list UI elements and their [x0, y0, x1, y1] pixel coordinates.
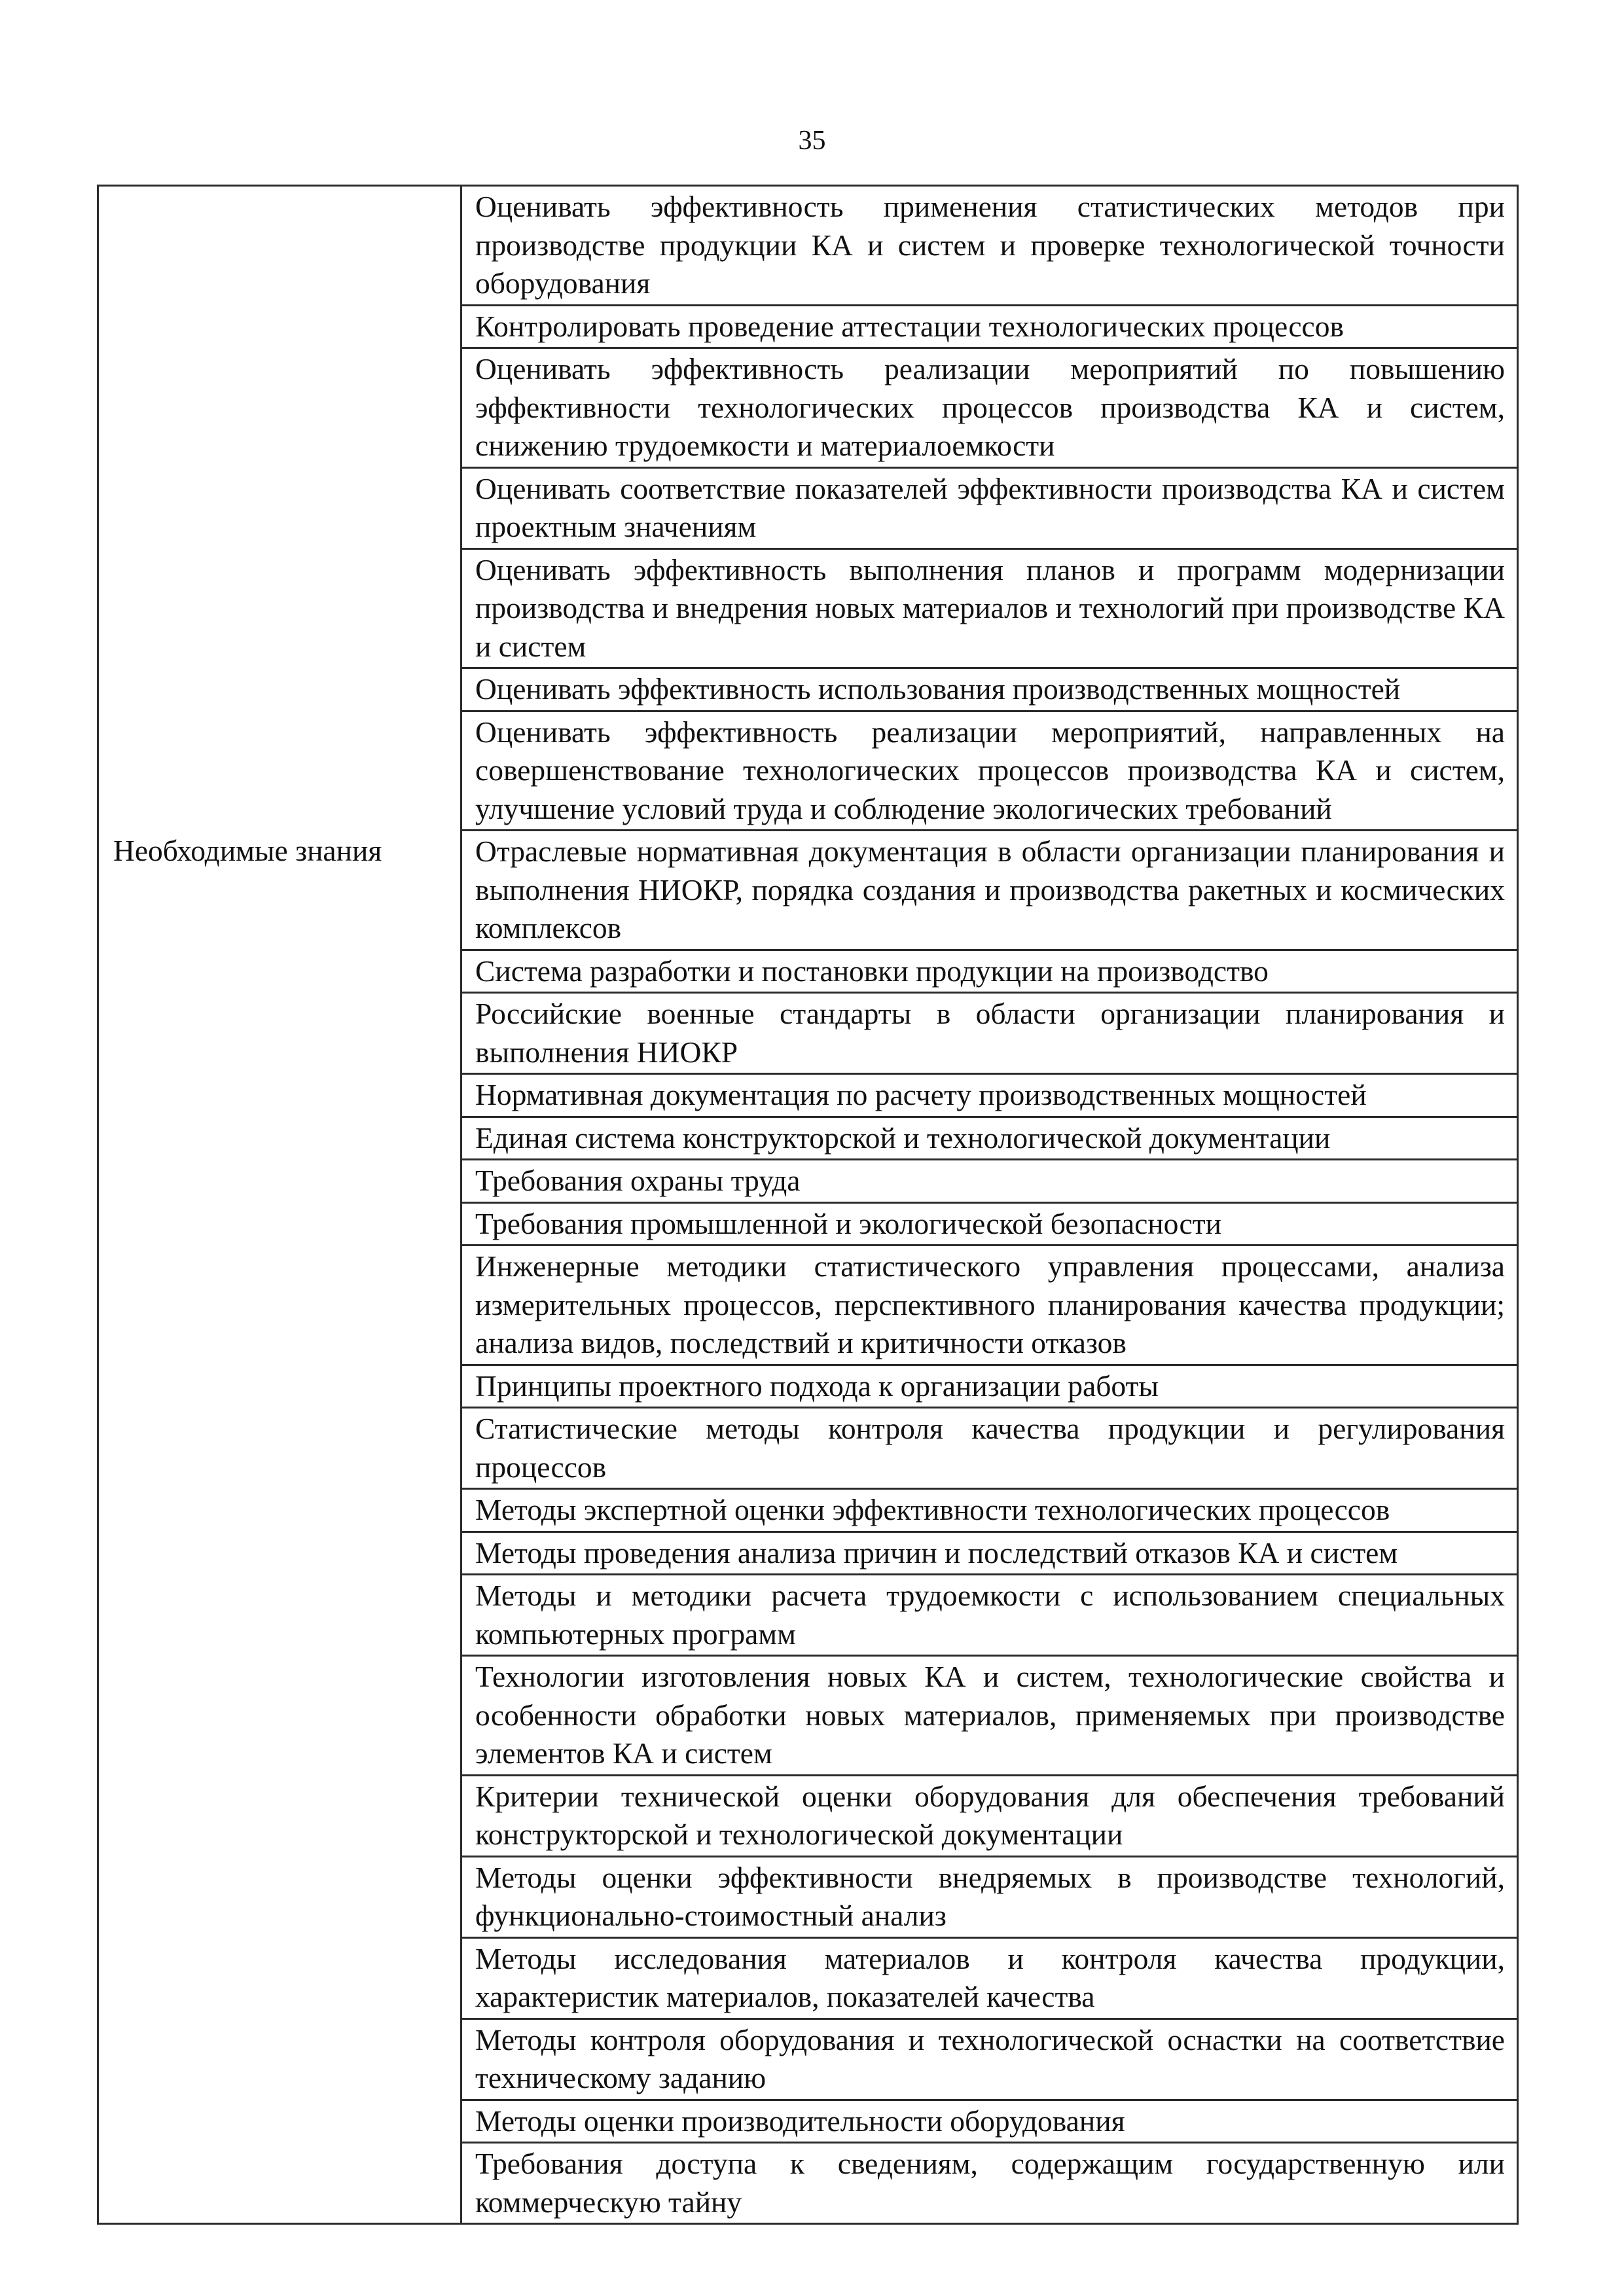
section-label — [98, 305, 461, 348]
table-row — [98, 993, 1518, 1074]
table-row — [98, 1575, 1518, 1656]
table-row — [98, 348, 1518, 468]
requirement-item: Требования промышленной и экологической безопасности — [461, 1202, 1518, 1246]
section-label — [98, 1117, 461, 1160]
table-row — [98, 831, 1518, 950]
requirement-item: Оценивать эффективность выполнения планов и программ модернизации производства и внедрения новых материалов и технологий при производстве КА и систем — [461, 548, 1518, 668]
section-label — [98, 1656, 461, 1776]
section-label — [98, 1365, 461, 1408]
section-label — [98, 1532, 461, 1575]
table-row — [98, 1117, 1518, 1160]
requirement-item: Оценивать эффективность реализации мероприятий, направленных на совершенствование технологических процессов производства КА и систем, улучшение условий труда и соблюдение экологических требований — [461, 711, 1518, 831]
table-row — [98, 1246, 1518, 1365]
table-row — [98, 668, 1518, 711]
table-row — [98, 2100, 1518, 2143]
requirements-table-body — [98, 186, 1518, 2224]
table-row — [98, 1489, 1518, 1532]
table-row — [98, 548, 1518, 668]
requirement-item: Оценивать соответствие показателей эффективности производства КА и систем проектным значениям — [461, 467, 1518, 548]
table-row — [98, 1408, 1518, 1489]
table-row — [98, 2143, 1518, 2224]
requirement-item: Контролировать проведение аттестации технологических процессов — [461, 305, 1518, 348]
section-label — [98, 1408, 461, 1489]
section-label — [98, 467, 461, 548]
section-label — [98, 1489, 461, 1532]
table-row — [98, 467, 1518, 548]
requirement-item: Принципы проектного подхода к организации работы — [461, 1365, 1518, 1408]
section-label — [98, 1937, 461, 2018]
section-label — [98, 1775, 461, 1856]
requirement-item: Методы экспертной оценки эффективности технологических процессов — [461, 1489, 1518, 1532]
requirement-item: Методы оценки производительности оборудования — [461, 2100, 1518, 2143]
table-row — [98, 1160, 1518, 1203]
section-label — [98, 1202, 461, 1246]
requirement-item: Методы и методики расчета трудоемкости с использованием специальных компьютерных программ — [461, 1575, 1518, 1656]
requirement-item: Методы контроля оборудования и технологической оснастки на соответствие техническому заданию — [461, 2018, 1518, 2100]
section-label — [98, 1856, 461, 1937]
table-row — [98, 186, 1518, 306]
table-row — [98, 1656, 1518, 1776]
requirements-table — [97, 185, 1519, 2225]
requirement-item: Технологии изготовления новых КА и систем, технологические свойства и особенности обработки новых материалов, применяемых при производстве элементов КА и систем — [461, 1656, 1518, 1776]
table-row — [98, 1202, 1518, 1246]
requirement-item: Оценивать эффективность реализации мероприятий по повышению эффективности технологических процессов производства КА и систем, снижению трудоемкости и материалоемкости — [461, 348, 1518, 468]
requirement-item: Методы оценки эффективности внедряемых в производстве технологий, функционально-стоимостный анализ — [461, 1856, 1518, 1937]
requirement-item: Требования охраны труда — [461, 1160, 1518, 1203]
table-row — [98, 1532, 1518, 1575]
requirement-item: Единая система конструкторской и технологической документации — [461, 1117, 1518, 1160]
section-label — [98, 950, 461, 993]
section-label: Необходимые знания — [98, 831, 461, 950]
requirement-item: Отраслевые нормативная документация в области организации планирования и выполнения НИОКР, порядка создания и производства ракетных и космических комплексов — [461, 831, 1518, 950]
requirement-item: Методы проведения анализа причин и последствий отказов КА и систем — [461, 1532, 1518, 1575]
section-label — [98, 1160, 461, 1203]
requirement-item: Методы исследования материалов и контроля качества продукции, характеристик материалов, показателей качества — [461, 1937, 1518, 2018]
table-row — [98, 305, 1518, 348]
requirement-item: Статистические методы контроля качества продукции и регулирования процессов — [461, 1408, 1518, 1489]
section-label — [98, 348, 461, 468]
section-label — [98, 2100, 461, 2143]
page-number: 35 — [798, 126, 826, 156]
requirement-item: Оценивать эффективность применения статистических методов при производстве продукции КА и систем и проверке технологической точности оборудования — [461, 186, 1518, 306]
section-label — [98, 1246, 461, 1365]
section-label — [98, 1074, 461, 1117]
section-label — [98, 548, 461, 668]
section-label — [98, 2018, 461, 2100]
section-label — [98, 1575, 461, 1656]
requirement-item: Требования доступа к сведениям, содержащим государственную или коммерческую тайну — [461, 2143, 1518, 2224]
table-row — [98, 1856, 1518, 1937]
requirement-item: Российские военные стандарты в области организации планирования и выполнения НИОКР — [461, 993, 1518, 1074]
section-label — [98, 186, 461, 306]
requirement-item: Нормативная документация по расчету производственных мощностей — [461, 1074, 1518, 1117]
table-row — [98, 950, 1518, 993]
requirement-item: Система разработки и постановки продукции на производство — [461, 950, 1518, 993]
table-row — [98, 1365, 1518, 1408]
table-row — [98, 1937, 1518, 2018]
requirement-item: Критерии технической оценки оборудования для обеспечения требований конструкторской и технологической документации — [461, 1775, 1518, 1856]
section-label — [98, 993, 461, 1074]
section-label — [98, 668, 461, 711]
section-label — [98, 2143, 461, 2224]
section-label — [98, 711, 461, 831]
table-row — [98, 711, 1518, 831]
table-row — [98, 1775, 1518, 1856]
table-row — [98, 2018, 1518, 2100]
requirement-item: Оценивать эффективность использования производственных мощностей — [461, 668, 1518, 711]
table-row — [98, 1074, 1518, 1117]
requirement-item: Инженерные методики статистического управления процессами, анализа измерительных процессов, перспективного планирования качества продукции; анализа видов, последствий и критичности отказов — [461, 1246, 1518, 1365]
